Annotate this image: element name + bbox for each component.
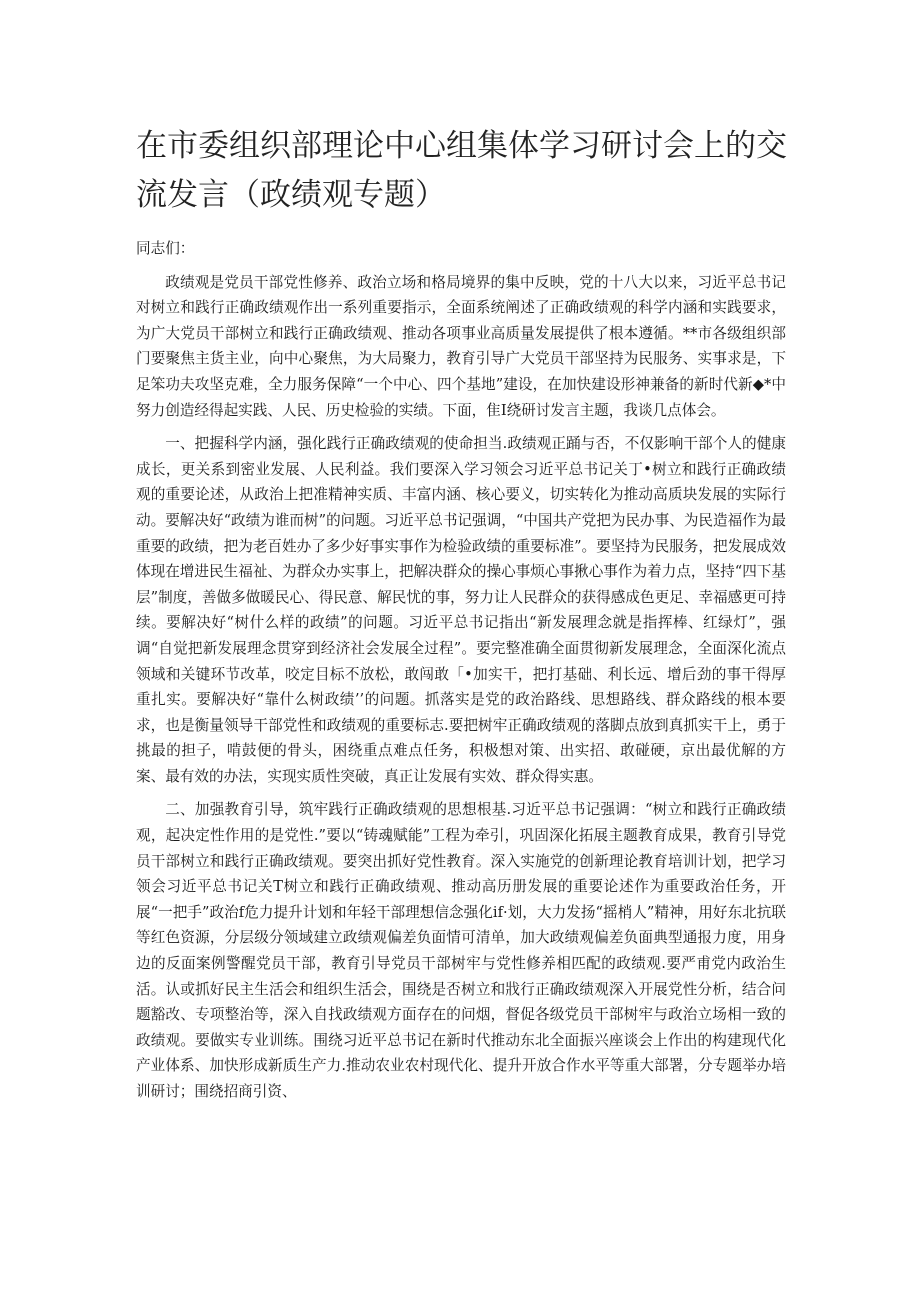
paragraph-section-two: 二、加强教育引导，筑牢践行正确政绩观的思想根基.习近平总书记强调：“树立和践行正确政绩观，起决定性作用的是党性.”要以“铸魂赋能”工程为牵引，巩固深化拓展主题教育成果，教育引导党员干部树立和践行正确政绩观。要突出抓好党性教育。深入实施党的创新理论教育培训计划，把学习领会习近平总书记关T树立和践行正确政绩观、推动高历册发展的重要论述作为重要政治任务，开展“一把手”政治f危力提升计划和年轻干部理想信念强化if·划，大力发扬“摇梢人”精神，用好东北抗联等红色资源，分层级分领域建立政绩观偏差负面情可清单，加大政绩观偏差负面典型通报力度，用身边的反面案例警醒党员干部，教育引导党员干部树牢与党性修养相匹配的政绩观.要严甫党内政治生活。认或抓好民主生活会和组织生活会，围绕是否树立和戕行正确政绩观深入开展党性分析，结合问题豁改、专项整治等，深入自找政绩观方面存在的问烟，督促各级党员干部树牢与政治立场相一致的政绩观。要做实专业训练。围绕习近平总书记在新时代推动东北全面振兴座谈会上作出的构建现代化产业体系、加快形成新质生产力.推动农业农村现代化、提升开放合作水平等重大部署，分专题举办培训研讨；围绕招商引资、 [136, 801, 786, 1100]
paragraph-intro: 政绩观是党员干部党性修养、政治立场和格局境界的集中反映，党的十八大以来，习近平总书记对树立和践行正确政绩观作出一系列重要指示，全面系统阐述了正确政绩观的科学内涵和实践要求，为广大党员干部树立和践行正确政绩观、推动各项事业高质量发展提供了根本遵循。**市各级组织部门要聚焦主货主业，向中心聚焦，为大局聚力，教育引导广大党员干部坚持为民服务、实事求是，下足笨功夫攻坚克难，全力服务保障“一个中心、四个基地”建设，在加快建设形神兼备的新时代新◆*中努力创造经得起实践、人民、历史检验的实绩。下面，隹I绕研讨发言主题，我谈几点体会。 [136, 273, 786, 419]
document-body [136, 236, 786, 1113]
document-title: 在市委组织部理论中心组集体学习研讨会上的交流发言（政绩观专题） [136, 128, 787, 213]
salutation: 同志们： [136, 240, 195, 257]
paragraph-section-one: 一、把握科学内涵，强化践行正确政绩观的使命担当.政绩观正踊与否，不仅影响干部个人的健康成长，更关系到密业发展、人民利益。我们要深入学习领会习近平总书记关丁•树立和践行正确政绩观的重要论述，从政治上把准精神实质、丰富内涵、核心要义，切实转化为推动高质块发展的实际行动。要解决好“政绩为谁而树”的问题。习近平总书记强调，“中国共产党把为民办事、为民造福作为最重要的政绩，把为老百姓办了多少好事实事作为检验政绩的重要标准”。要坚持为民服务，把发展成效体现在增进民生福祉、为群众办实事上，把解决群众的操心事烦心事揪心事作为着力点，坚持“四下基层”制度，善做多做暖民心、得民意、解民忧的事，努力让人民群众的获得感成色更足、幸福感更可持续。要解决好“树什么样的政绩”的问题。习近平总书记指出“新发展理念就是指挥棒、红绿灯”，强调“自觉把新发展理念贯穿到经济社会发展全过程”。要完整准确全面贯彻新发展理念，全面深化流点领域和关键环节改革，咬定目标不放松，敢闯敢「•加实干，把打基础、利长远、增后劲的事干得厚重扎实。要解决好“靠什么树政绩’’的问题。抓落实是党的政治路线、思想路线、群众路线的根本要求，也是衡量领导干部党性和政绩观的重要标志.要把树牢正确政绩观的落脚点放到真抓实干上，勇于挑最的担子，啃鼓便的骨头，困绕重点难点任务，积极想对策、出实招、敢碰硬，京出最优解的方案、最有效的办法，实现实质性突破，真正让发展有实效、群众得实惠。 [136, 435, 786, 785]
